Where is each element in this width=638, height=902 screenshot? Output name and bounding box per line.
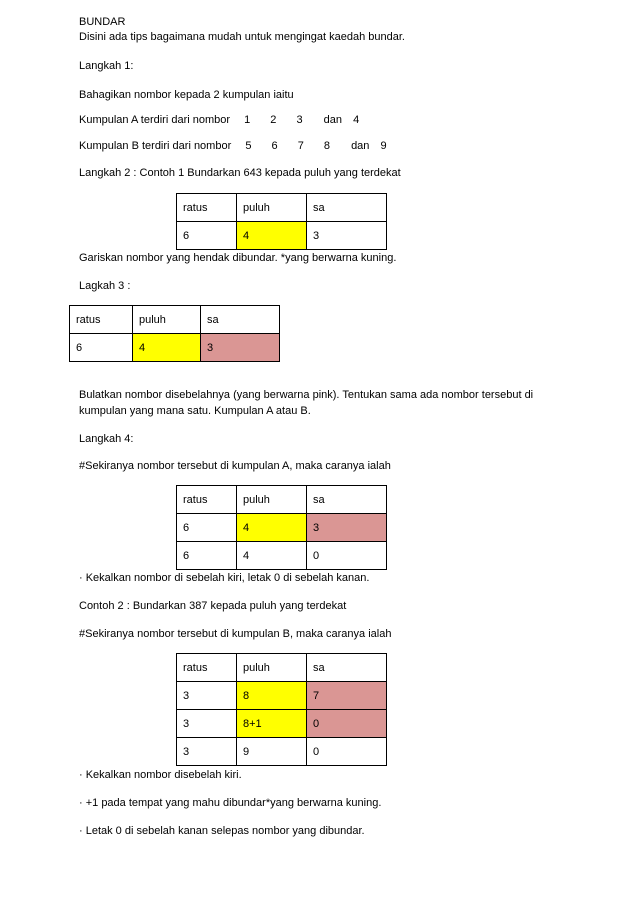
table-row	[177, 486, 387, 514]
example2-text: Contoh 2 : Bundarkan 387 kepada puluh yang terdekat	[79, 600, 347, 612]
table-row	[177, 710, 387, 738]
group-b-line	[79, 139, 387, 153]
table-cell: 6	[177, 542, 237, 570]
bullet-b-1: · Kekalkan nombor disebelah kiri.	[79, 769, 242, 781]
table-row	[70, 334, 280, 362]
table-row	[177, 194, 387, 222]
group-b-num: 5	[245, 140, 252, 152]
intro-text: Disini ada tips bagaimana mudah untuk mengingat kaedah bundar.	[79, 31, 405, 43]
group-a-label: Kumpulan A terdiri dari nombor	[79, 114, 231, 126]
table-cell-highlight-yellow: 4	[237, 514, 307, 542]
step4-heading: Langkah 4:	[79, 433, 134, 445]
group-a-num: dan	[323, 114, 343, 126]
table-header-cell: sa	[307, 486, 387, 514]
group-b-num: 9	[380, 140, 387, 152]
table-header-cell: sa	[307, 194, 387, 222]
table-header-cell: sa	[307, 654, 387, 682]
table-header-cell: sa	[201, 306, 280, 334]
table-cell-highlight-pink: 3	[201, 334, 280, 362]
group-b-num: 6	[271, 140, 278, 152]
group-b-num: 7	[297, 140, 304, 152]
table-header-cell: ratus	[177, 486, 237, 514]
group-a-num: 4	[353, 114, 360, 126]
group-b-num: dan	[351, 140, 370, 152]
bullet-b-2: · +1 pada tempat yang mahu dibundar*yang berwarna kuning.	[79, 797, 382, 809]
table-cell-highlight-pink: 7	[307, 682, 387, 710]
group-a-line	[79, 113, 359, 127]
case-b-text: #Sekiranya nombor tersebut di kumpulan B, maka caranya ialah	[79, 628, 392, 640]
table-cell: 4	[237, 542, 307, 570]
table-cell-highlight-pink: 3	[307, 514, 387, 542]
step2-table	[176, 193, 387, 250]
table-cell-highlight-yellow: 4	[133, 334, 201, 362]
step3-heading: Lagkah 3 :	[79, 280, 131, 292]
table-cell-highlight-yellow: 8+1	[237, 710, 307, 738]
table-header-cell: puluh	[133, 306, 201, 334]
table-header-cell: puluh	[237, 194, 307, 222]
step2-note: Gariskan nombor yang hendak dibundar. *yang berwarna kuning.	[79, 252, 397, 264]
table-cell: 9	[237, 738, 307, 766]
table-header-cell: puluh	[237, 654, 307, 682]
table-header-cell: ratus	[70, 306, 133, 334]
table-cell: 3	[177, 710, 237, 738]
group-a-num: 3	[296, 114, 303, 126]
table-header-cell: puluh	[237, 486, 307, 514]
table-row	[177, 542, 387, 570]
step4-table-a	[176, 485, 387, 570]
table-cell: 6	[177, 222, 237, 250]
table-row	[177, 738, 387, 766]
table-cell: 3	[177, 682, 237, 710]
table-cell: 6	[70, 334, 133, 362]
step3-note-line2: kumpulan yang mana satu. Kumpulan A atau B.	[79, 405, 311, 417]
bullet-a: · Kekalkan nombor di sebelah kiri, letak 0 di sebelah kanan.	[79, 572, 370, 584]
step1-heading: Langkah 1:	[79, 60, 134, 72]
table-cell-highlight-yellow: 8	[237, 682, 307, 710]
table-cell-highlight-yellow: 4	[237, 222, 307, 250]
doc-title: BUNDAR	[79, 16, 126, 28]
group-b-num: 8	[323, 140, 330, 152]
table-row	[177, 222, 387, 250]
table-cell: 3	[307, 222, 387, 250]
table-cell: 6	[177, 514, 237, 542]
step3-note-line1: Bulatkan nombor disebelahnya (yang berwarna pink). Tentukan sama ada nombor tersebut di	[79, 389, 534, 401]
step1-text: Bahagikan nombor kepada 2 kumpulan iaitu	[79, 89, 294, 101]
bullet-b-3: · Letak 0 di sebelah kanan selepas nombor yang dibundar.	[79, 825, 365, 837]
table-header-cell: ratus	[177, 194, 237, 222]
step4-table-b	[176, 653, 387, 766]
table-row	[177, 682, 387, 710]
table-cell: 0	[307, 738, 387, 766]
table-cell-highlight-pink: 0	[307, 710, 387, 738]
step2-heading: Langkah 2 : Contoh 1 Bundarkan 643 kepada puluh yang terdekat	[79, 167, 401, 179]
step3-table	[69, 305, 280, 362]
group-b-label: Kumpulan B terdiri dari nombor	[79, 140, 232, 152]
case-a-text: #Sekiranya nombor tersebut di kumpulan A, maka caranya ialah	[79, 460, 391, 472]
table-row	[177, 654, 387, 682]
table-cell: 0	[307, 542, 387, 570]
table-row	[70, 306, 280, 334]
table-header-cell: ratus	[177, 654, 237, 682]
table-cell: 3	[177, 738, 237, 766]
group-a-num: 2	[270, 114, 277, 126]
group-a-num: 1	[244, 114, 251, 126]
table-row	[177, 514, 387, 542]
